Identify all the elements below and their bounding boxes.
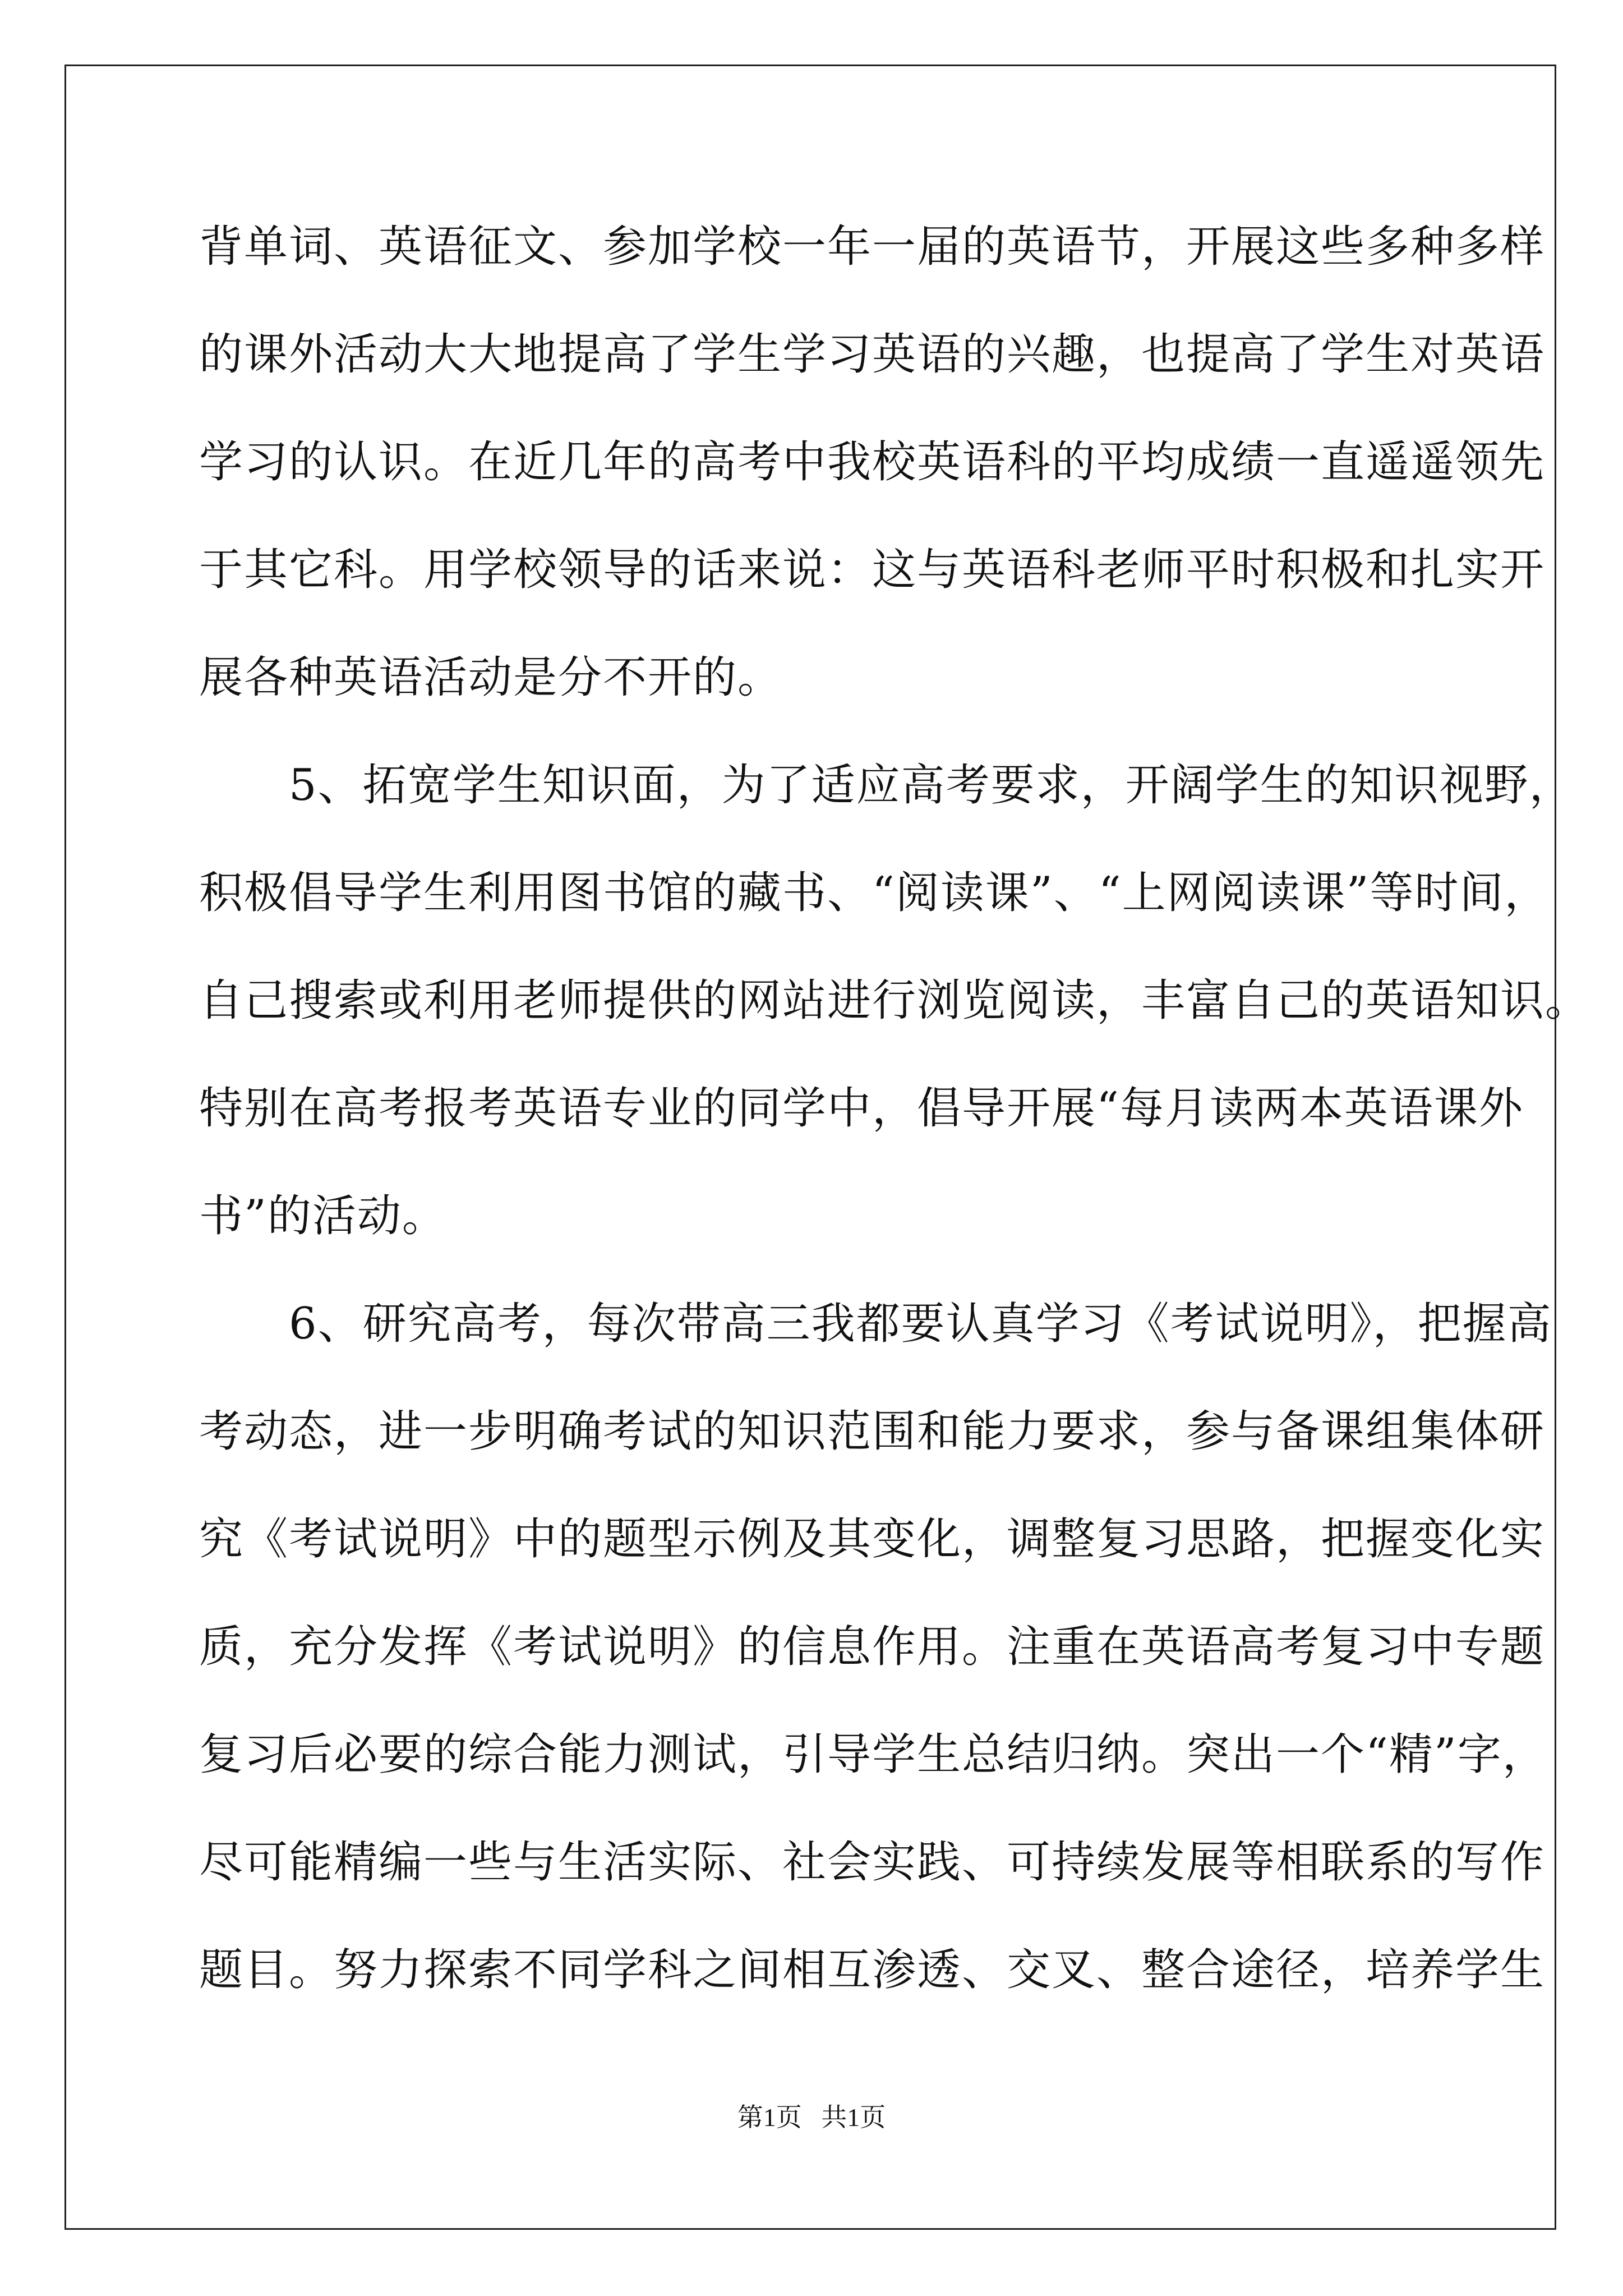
text-line-4: 于其它科。用学校领导的话来说：这与英语科老师平时积极和扎实开 [199,545,1546,595]
text-line-15: 复习后必要的综合能力测试，引导学生总结归纳。突出一个“精”字， [199,1729,1547,1780]
text-line-12: 考动态，进一步明确考试的知识范围和能力要求，参与备课组集体研 [199,1406,1546,1457]
text-line-17: 题目。努力探索不同学科之间相互渗透、交叉、整合途径，培养学生 [199,1945,1546,1995]
text-line-3: 学习的认识。在近几年的高考中我校英语科的平均成绩一直遥遥领先 [199,437,1546,487]
text-line-7: 积极倡导学生利用图书馆的藏书、“阅读课”、“上网阅读课”等时间， [199,868,1550,918]
text-line-8: 自己搜索或利用老师提供的网站进行浏览阅读，丰富自己的英语知识。 [199,976,1590,1026]
text-line-11: 6、研究高考，每次带高三我都要认真学习《考试说明》，把握高 [199,1299,1552,1349]
text-line-16: 尽可能精编一些与生活实际、社会实践、可持续发展等相联系的写作 [199,1837,1546,1888]
text-line-14: 质，充分发挥《考试说明》的信息作用。注重在英语高考复习中专题 [199,1622,1546,1672]
page-number-footer: 第1页 共1页 [737,2103,886,2132]
text-line-6: 5、拓宽学生知识面，为了适应高考要求，开阔学生的知识视野， [199,760,1574,811]
text-line-1: 背单词、英语征文、参加学校一年一届的英语节，开展这些多种多样 [199,222,1546,272]
text-line-5: 展各种英语活动是分不开的。 [199,652,783,703]
text-line-2: 的课外活动大大地提高了学生学习英语的兴趣，也提高了学生对英语 [199,329,1546,380]
text-line-13: 究《考试说明》中的题型示例及其变化，调整复习思路，把握变化实 [199,1514,1546,1565]
text-line-10: 书”的活动。 [199,1191,447,1241]
text-line-9: 特别在高考报考英语专业的同学中，倡导开展“每月读两本英语课外 [199,1083,1524,1134]
document-body [199,219,1590,2050]
